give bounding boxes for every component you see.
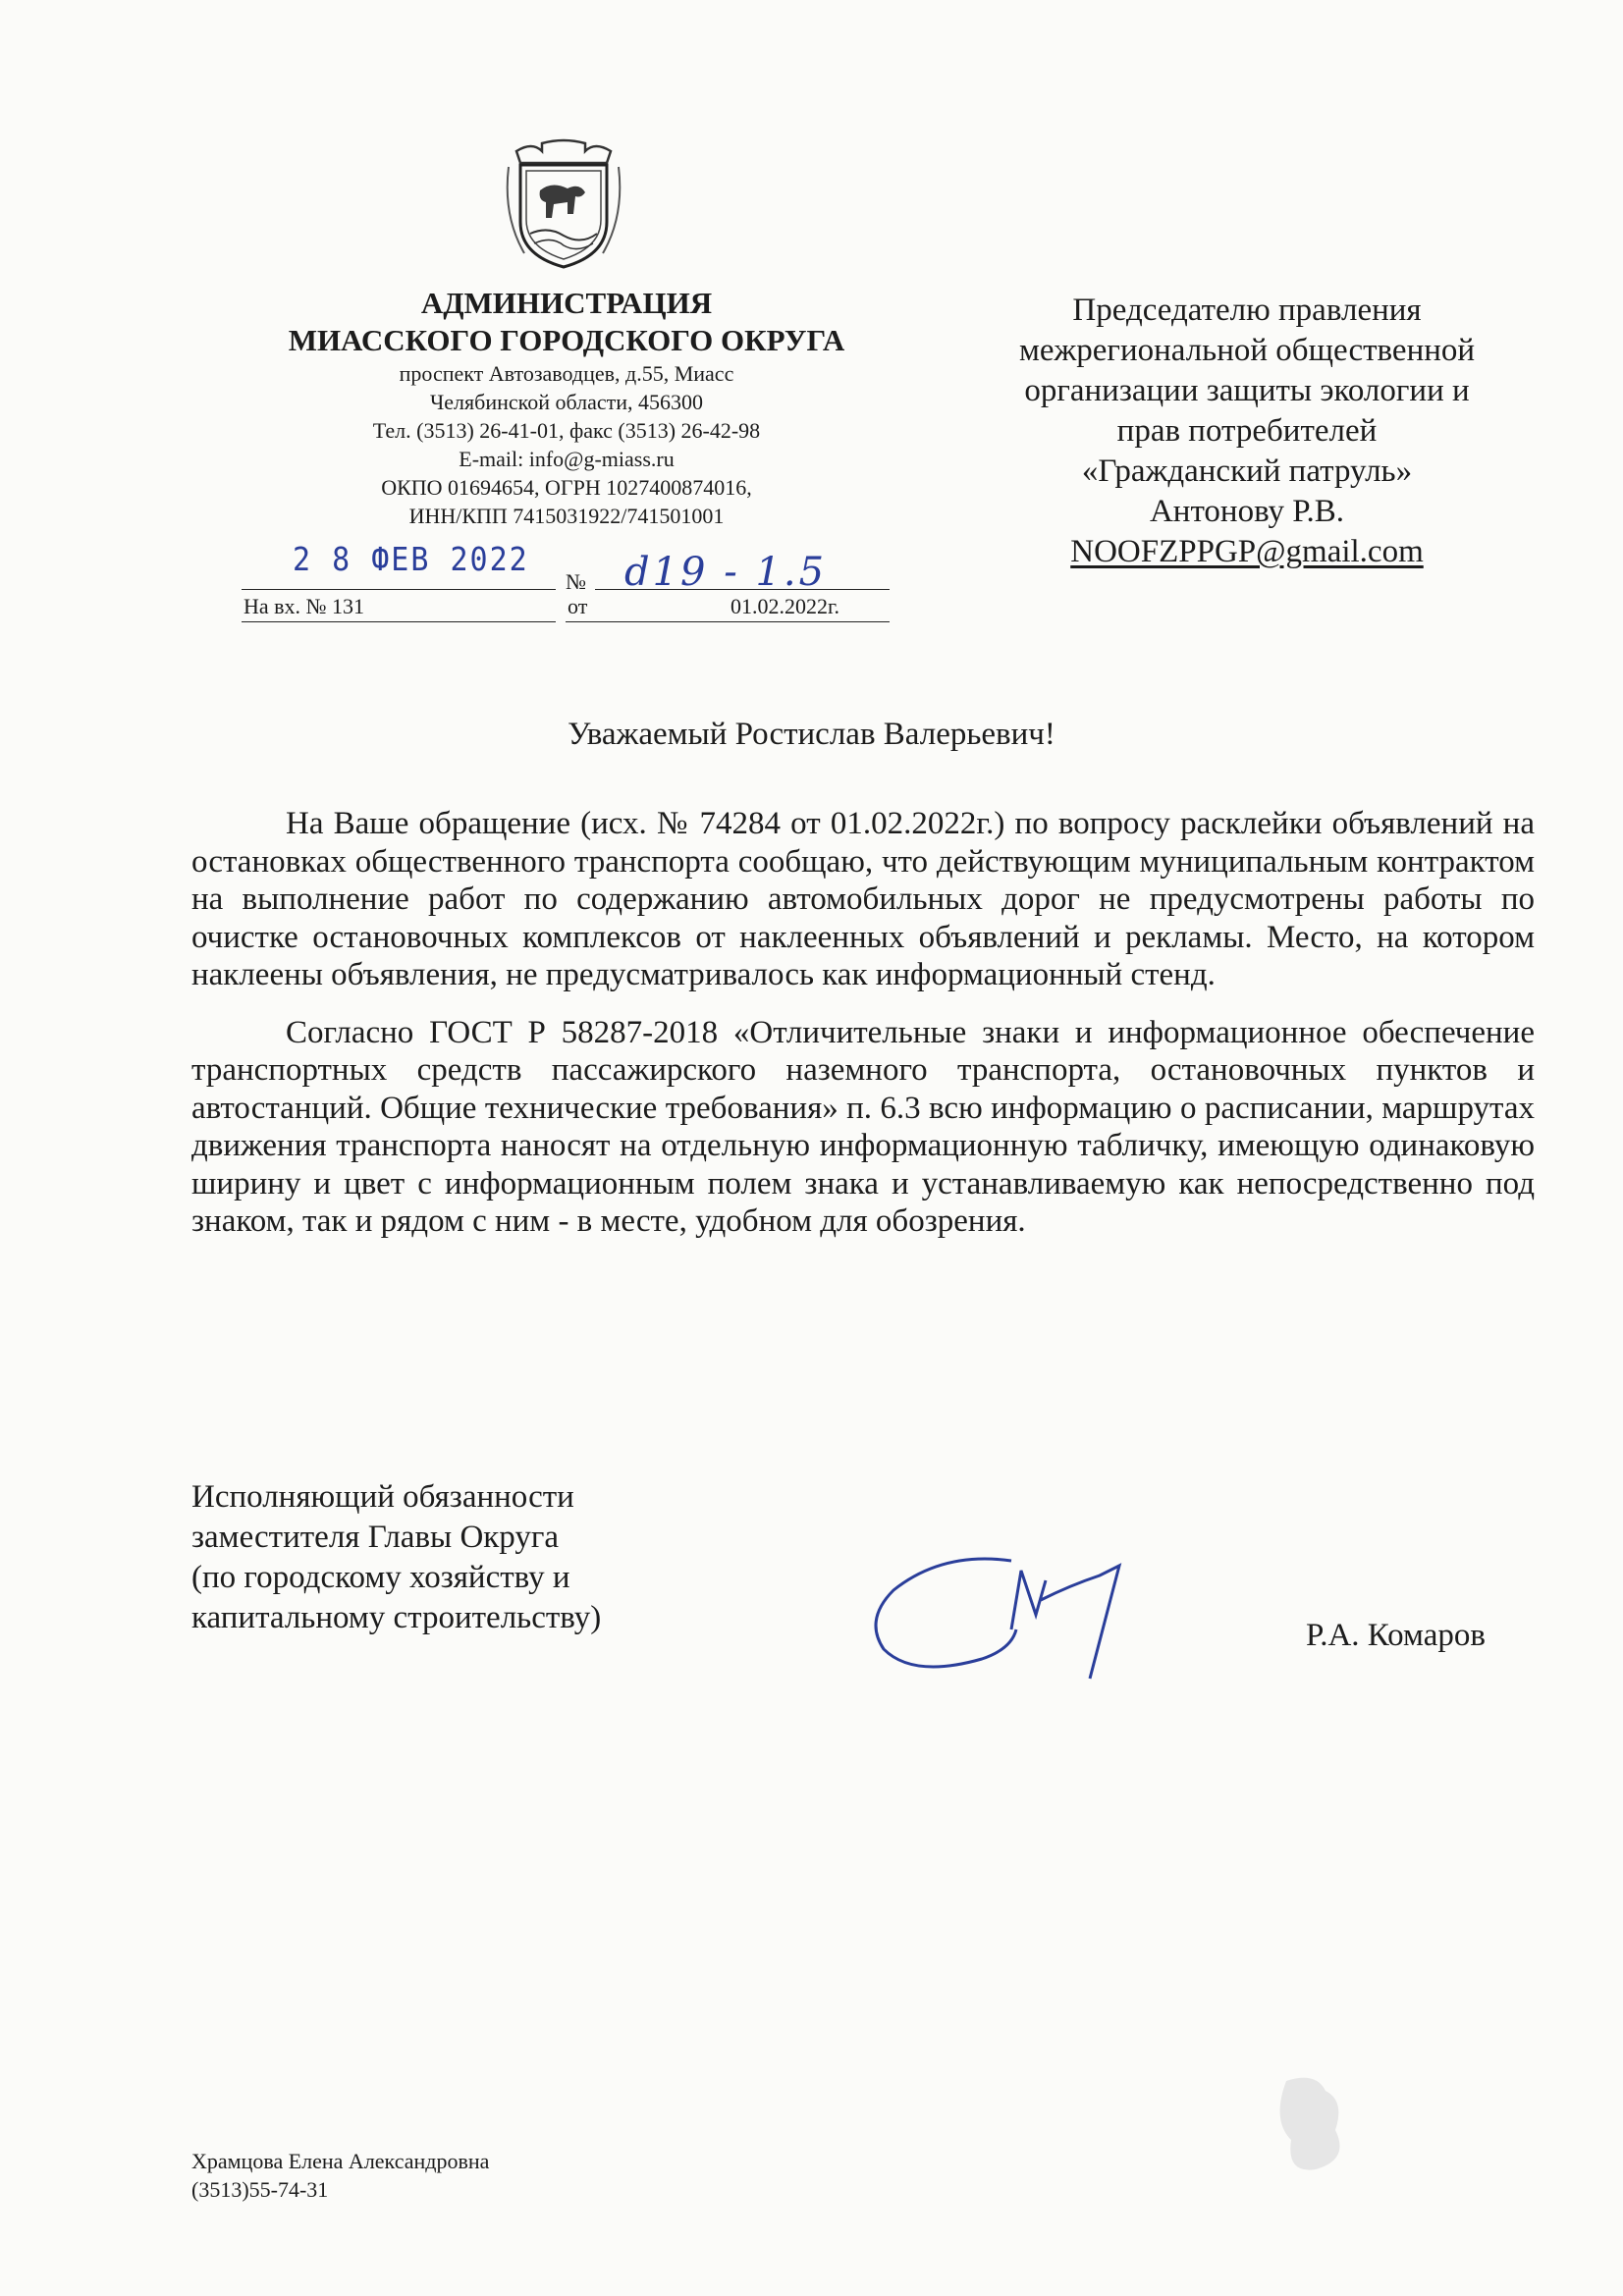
signatory-position-line-4: капитальному строительству): [191, 1600, 602, 1635]
executor-name: Храмцова Елена Александровна: [191, 2149, 490, 2173]
from-label: от: [568, 594, 588, 618]
recipient-line-6: Антонову Р.В.: [1149, 494, 1345, 529]
executor-phone: (3513)55-74-31: [191, 2177, 329, 2202]
signatory-position-line-3: (по городскому хозяйству и: [191, 1560, 570, 1595]
recipient-line-2: межрегиональной общественной: [1018, 333, 1476, 368]
from-date: 01.02.2022г.: [730, 594, 840, 618]
registration-number-row: [242, 550, 890, 638]
sender-email: E-mail: info@g-miass.ru: [459, 447, 675, 471]
letter-body: [191, 805, 1535, 1241]
signatory-position-line-1: Исполняющий обязанности: [191, 1479, 574, 1515]
recipient-line-1: Председателю правления: [1072, 293, 1422, 328]
sender-address-region: Челябинской области, 456300: [429, 390, 704, 414]
body-paragraph-2: Согласно ГОСТ Р 58287-2018 «Отличительные знаки и информационное обеспечение транспортных средств пассажирского наземного транспорта, остановочных пунктов и автостанций. Общие технические требования» п. 6.3 всю информацию о расписании, маршрутах движения транспорта наносят на отдельную информационную табличку, имеющую одинаковую ширину и цвет с информационным полем знака и устанавливаемую как непосредственно под знаком, так и рядом с ним - в месте, удобном для обозрения.: [191, 1014, 1535, 1239]
registration-stamp-date: 2 8 ФЕВ 2022: [293, 541, 529, 579]
sender-address-street: проспект Автозаводцев, д.55, Миасс: [399, 361, 734, 386]
recipient-line-5: «Гражданский патруль»: [1081, 454, 1413, 489]
sender-org-line2: МИАССКОГО ГОРОДСКОГО ОКРУГА: [288, 323, 845, 357]
body-paragraph-1: На Ваше обращение (исх. № 74284 от 01.02.2022г.) по вопросу расклейки объявлений на остановках общественного транспорта сообщаю, что действующим муниципальным контрактом на выполнение работ по содержанию автомобильных дорог не предусмотрены работы по очистке остановочных комплексов от наклеенных объявлений и рекламы. Место, на котором наклеены объявления, не предусматривалось как информационный стенд.: [191, 806, 1535, 992]
recipient-line-3: организации защиты экологии и: [1024, 373, 1470, 408]
sender-okpo-ogrn: ОКПО 01694654, ОГРН 1027400874016,: [381, 475, 752, 500]
handwritten-signature: [864, 1541, 1178, 1688]
number-underline-left: [242, 589, 556, 590]
incoming-number-label: На вх. № 131: [243, 594, 365, 618]
sender-phone-fax: Тел. (3513) 26-41-01, факс (3513) 26-42-98: [372, 418, 761, 443]
sender-inn-kpp: ИНН/КПП 7415031922/741501001: [408, 504, 725, 528]
number-label: №: [566, 569, 586, 594]
from-date-underline: [566, 621, 890, 622]
recipient-email: NOOFZPPGP@gmail.com: [1070, 534, 1424, 569]
salutation: Уважаемый Ростислав Валерьевич!: [568, 717, 1055, 752]
number-underline-right: [595, 589, 890, 590]
signatory-position-line-2: заместителя Главы Округа: [191, 1520, 560, 1555]
paper-blot-mark: [1267, 2071, 1355, 2179]
signatory-name: Р.А. Комаров: [1306, 1618, 1486, 1653]
coat-of-arms-emblem: [503, 137, 624, 273]
recipient-block: [943, 291, 1551, 572]
incoming-underline: [242, 621, 556, 622]
executor-footer: [191, 2147, 489, 2204]
signatory-position: [191, 1477, 601, 1638]
sender-org-line1: АДМИНИСТРАЦИЯ: [420, 286, 713, 320]
recipient-line-4: прав потребителей: [1116, 413, 1378, 449]
sender-block: [228, 285, 905, 530]
outgoing-number-handwritten: d19 - 1.5: [624, 550, 828, 595]
